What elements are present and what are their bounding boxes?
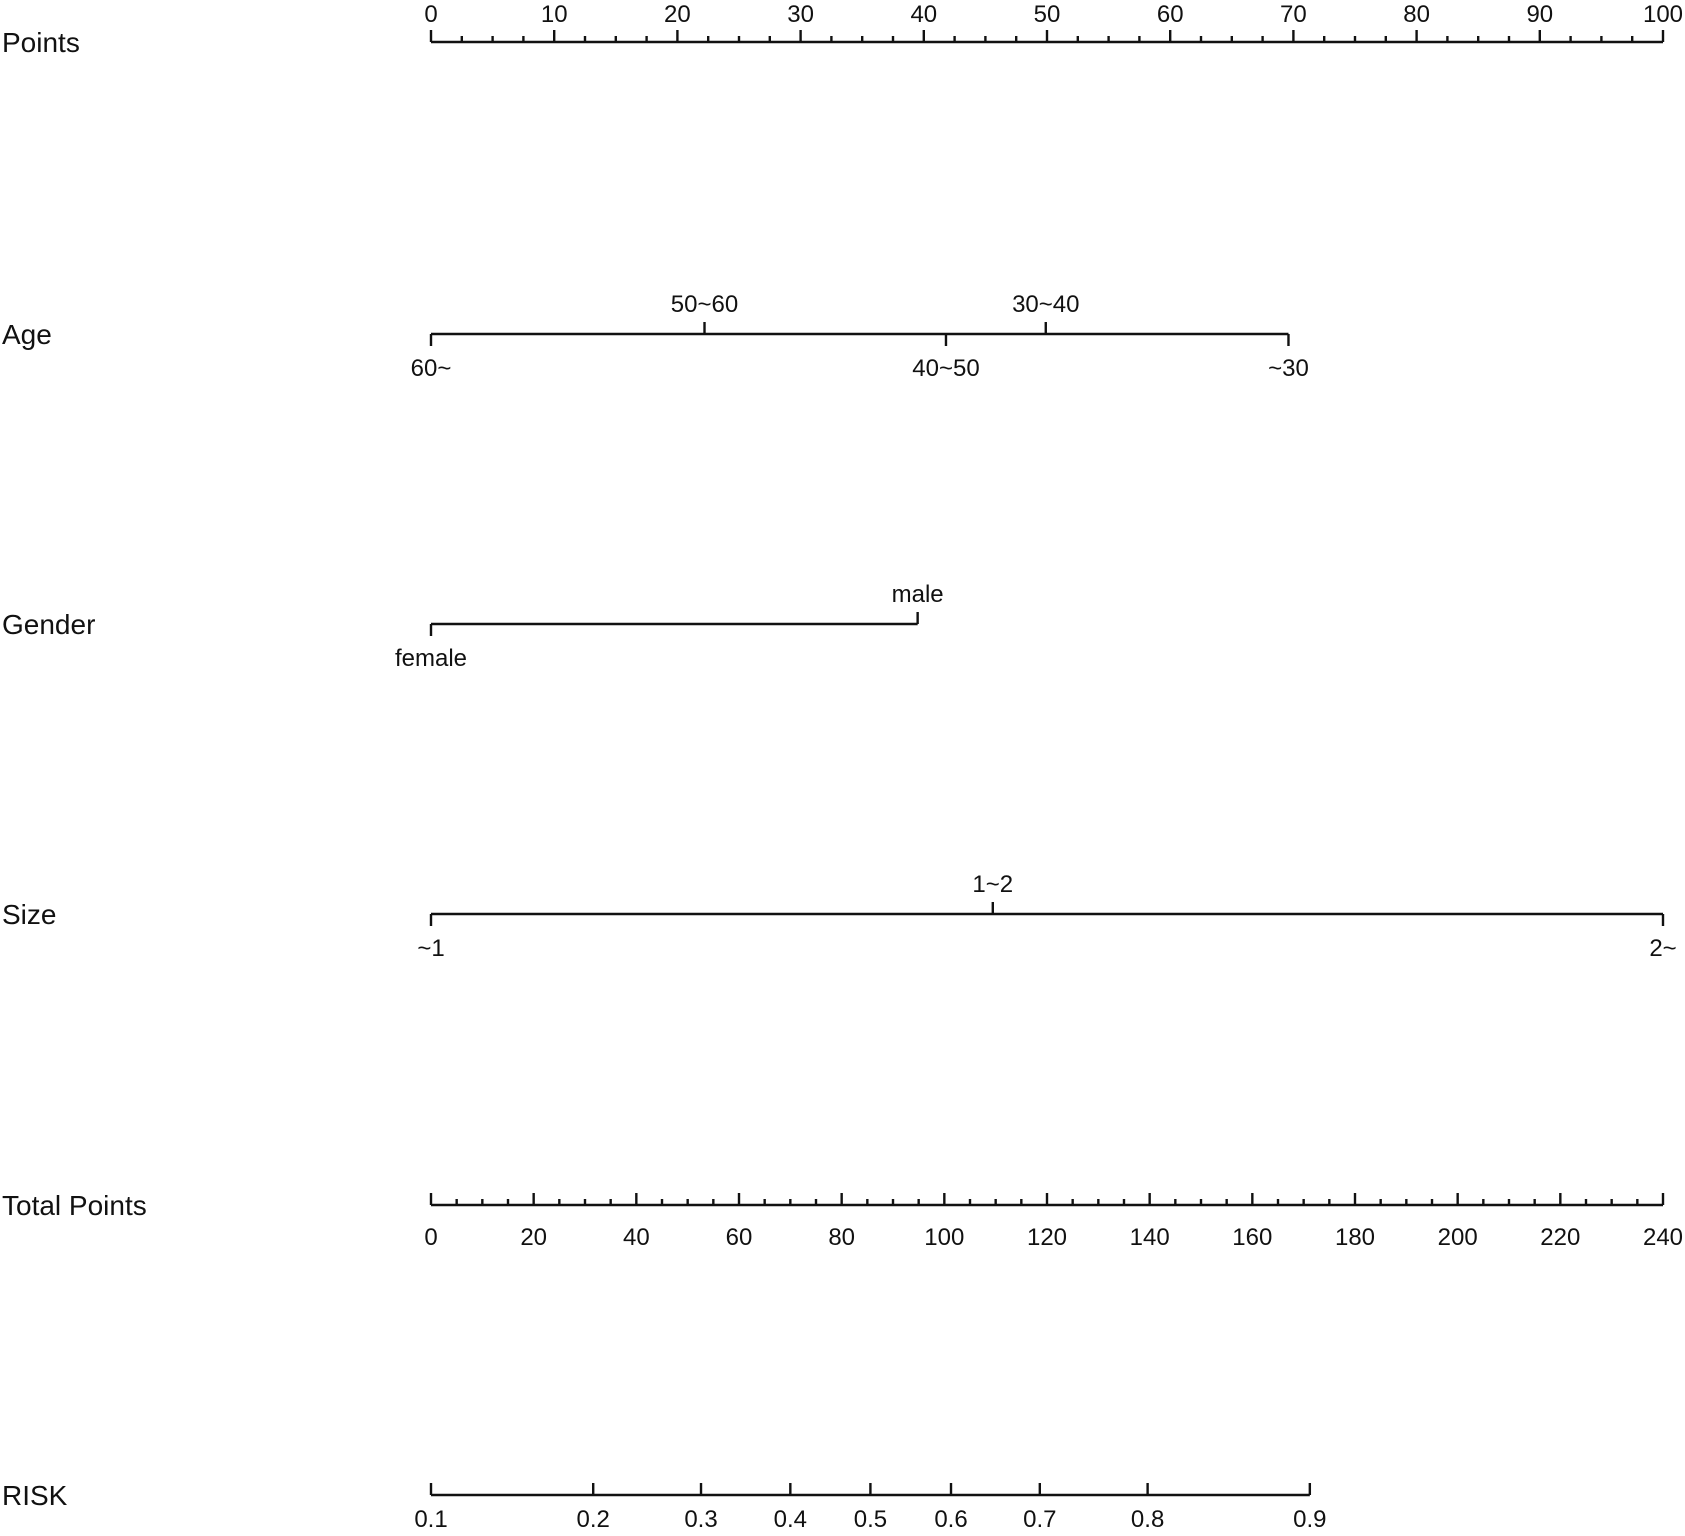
points-tick-label-50: 50: [1033, 1, 1061, 28]
risk-tick-label-0-4: 0.4: [773, 1506, 808, 1533]
gender-level-label-male: male: [891, 581, 944, 608]
points-tick-label-0: 0: [424, 1, 438, 28]
gender-level-label-female: female: [394, 645, 468, 672]
points-tick-label-70: 70: [1280, 1, 1307, 28]
variable-row-gender: [2, 581, 944, 672]
points-tick-label-60: 60: [1156, 1, 1184, 28]
points-tick-label-100: 100: [1642, 1, 1684, 28]
risk-tick-label-0-9: 0.9: [1293, 1506, 1327, 1533]
risk-tick-label-0-2: 0.2: [576, 1506, 610, 1533]
points-tick-label-10: 10: [540, 1, 568, 28]
total-tick-label-0: 0: [424, 1224, 438, 1251]
total-points-row: [2, 1190, 1683, 1251]
risk-tick-label-0-3: 0.3: [684, 1506, 718, 1533]
total-tick-label-80: 80: [828, 1224, 856, 1251]
total-tick-label-180: 180: [1334, 1224, 1376, 1251]
size-level-label-1: ~1: [417, 935, 445, 962]
total-tick-label-60: 60: [725, 1224, 753, 1251]
total-tick-label-240: 240: [1642, 1224, 1684, 1251]
age-label: Age: [2, 319, 52, 350]
risk-tick-label-0-1: 0.1: [414, 1506, 448, 1533]
risk-tick-label-0-7: 0.7: [1023, 1506, 1057, 1533]
variable-row-size: [2, 871, 1677, 962]
age-level-label-60: 60~: [410, 355, 452, 382]
points-label: Points: [2, 27, 80, 58]
total-tick-label-220: 220: [1540, 1224, 1581, 1251]
size-level-label-1-2: 1~2: [972, 871, 1014, 898]
age-level-label-30-40: 30~40: [1012, 291, 1080, 318]
age-level-label-30: ~30: [1268, 355, 1309, 382]
risk-row: [2, 1480, 1327, 1533]
total-tick-label-100: 100: [924, 1224, 965, 1251]
variable-row-age: [2, 291, 1309, 382]
age-level-label-40-50: 40~50: [912, 355, 980, 382]
points-tick-label-30: 30: [787, 1, 814, 28]
gender-label: Gender: [2, 609, 96, 640]
size-label: Size: [2, 899, 57, 930]
risk-tick-label-0-8: 0.8: [1130, 1506, 1165, 1533]
total-tick-label-140: 140: [1129, 1224, 1170, 1251]
total-points-label: Total Points: [2, 1190, 147, 1221]
points-tick-label-20: 20: [664, 1, 691, 28]
points-scale-row: [2, 1, 1683, 58]
variable-rows: [2, 291, 1677, 962]
total-tick-label-40: 40: [622, 1224, 650, 1251]
total-tick-label-160: 160: [1232, 1224, 1273, 1251]
risk-tick-label-0-5: 0.5: [853, 1506, 888, 1533]
size-level-label-2: 2~: [1649, 935, 1677, 962]
points-tick-label-90: 90: [1526, 1, 1554, 28]
risk-tick-label-0-6: 0.6: [934, 1506, 968, 1533]
total-tick-label-20: 20: [520, 1224, 548, 1251]
risk-label: RISK: [2, 1480, 68, 1511]
total-tick-label-120: 120: [1026, 1224, 1068, 1251]
points-tick-label-40: 40: [910, 1, 938, 28]
total-tick-label-200: 200: [1437, 1224, 1478, 1251]
age-level-label-50-60: 50~60: [670, 291, 739, 318]
points-tick-label-80: 80: [1403, 1, 1430, 28]
